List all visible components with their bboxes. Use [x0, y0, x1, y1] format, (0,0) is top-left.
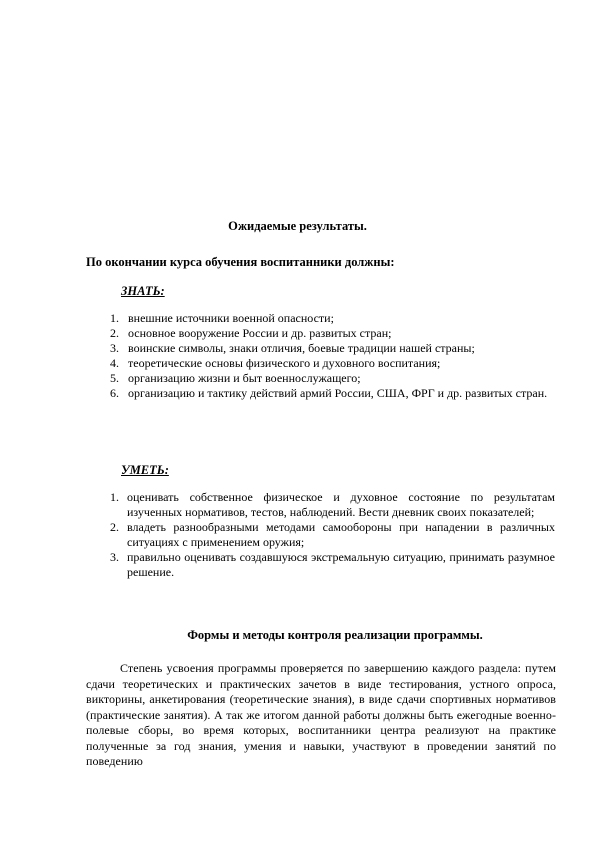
- item-number: 1.: [110, 490, 119, 504]
- body-paragraph: Степень усвоения программы проверяется по завершению каждого раздела: путем сдачи теоретических и практических зачетов в виде тестирования, устного опроса, викторины, анкетирования (теоретические знания), в виде сдачи спортивных нормативов (практические занятия). А так же итогом данной работы должны быть ежегодные военно-полевые сборы, во время которых, воспитанники центра реализуют на практике полученные за год знания, умения и навыки, участвуют в проведении занятий по поведению: [86, 661, 556, 768]
- item-text: владеть разнообразными методами самообороны при нападении в различных ситуациях с применением оружия;: [127, 520, 555, 549]
- item-number: 4.: [110, 356, 119, 370]
- item-number: 6.: [110, 386, 119, 400]
- list-item: [110, 550, 555, 580]
- list-item: [110, 386, 555, 401]
- list-item: [110, 311, 555, 326]
- item-number: 2.: [110, 326, 119, 340]
- item-text: внешние источники военной опасности;: [128, 311, 334, 325]
- can-list: [110, 490, 555, 580]
- item-number: 5.: [110, 371, 119, 385]
- item-text: основное вооружение России и др. развитых стран;: [128, 326, 392, 340]
- item-number: 3.: [110, 550, 119, 564]
- item-text: теоретические основы физического и духовного воспитания;: [128, 356, 441, 370]
- item-text: воинские символы, знаки отличия, боевые традиции нашей страны;: [128, 341, 475, 355]
- item-text: оценивать собственное физическое и духовное состояние по результатам изученных нормативов, тестов, наблюдений. Вести дневник своих показателей;: [127, 490, 555, 519]
- page-title: Ожидаемые результаты.: [228, 219, 367, 233]
- list-item: [110, 371, 555, 386]
- list-item: [110, 341, 555, 356]
- item-number: 3.: [110, 341, 119, 355]
- item-text: организацию жизни и быт военнослужащего;: [128, 371, 361, 385]
- item-text: правильно оценивать создавшуюся экстремальную ситуацию, принимать разумное решение.: [127, 550, 555, 579]
- item-number: 2.: [110, 520, 119, 534]
- list-item: [110, 490, 555, 520]
- list-item: [110, 356, 555, 371]
- can-heading: УМЕТЬ:: [121, 463, 169, 477]
- list-item: [110, 520, 555, 550]
- item-text: организацию и тактику действий армий России, США, ФРГ и др. развитых стран.: [128, 386, 548, 400]
- item-number: 1.: [110, 311, 119, 325]
- know-heading: ЗНАТЬ:: [121, 284, 165, 298]
- list-item: [110, 326, 555, 341]
- lead-sentence: По окончании курса обучения воспитанники должны:: [86, 255, 395, 269]
- section-title: Формы и методы контроля реализации программы.: [187, 628, 483, 642]
- know-list: [110, 311, 555, 401]
